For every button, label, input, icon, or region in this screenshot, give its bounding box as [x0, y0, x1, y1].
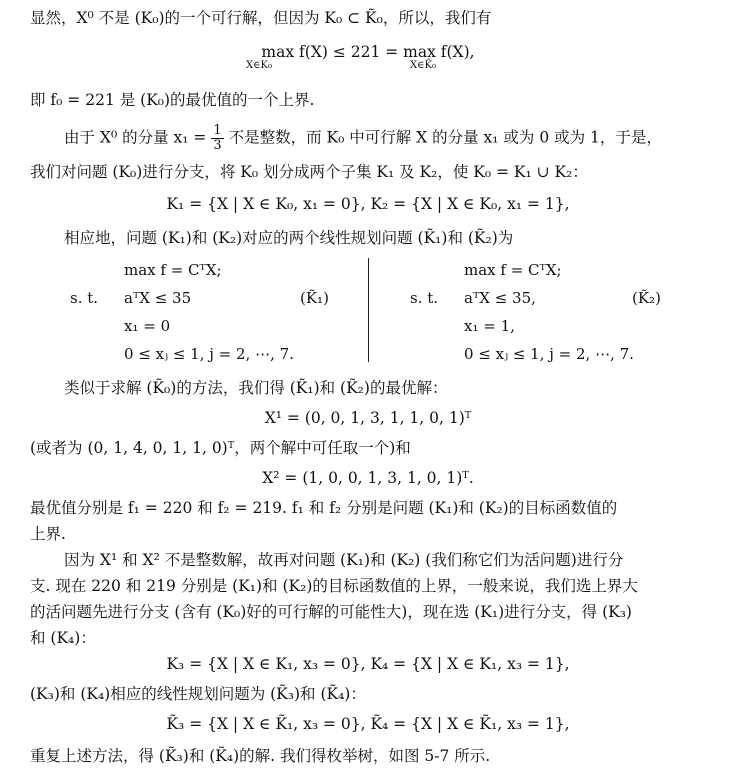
lp-divider: [368, 258, 369, 362]
display-k3-k4-sets: K₃ = {X | X ∈ K₁, x₃ = 0}, K₄ = {X | X ∈ K₁, x₃ = 1},: [166, 655, 570, 673]
lp-right-tag: (K̃₂): [632, 289, 661, 307]
lp-right-constraint-3: 0 ≤ xⱼ ≤ 1, j = 2, ⋯, 7.: [464, 345, 634, 363]
lp-left-constraint-2: x₁ = 0: [124, 317, 171, 335]
max-subscript-left: X∈K₀: [246, 60, 273, 71]
line-18: 因为 X¹ 和 X² 不是整数解，故再对问题 (K₁)和 (K₂) (我们称它们为活问题)进行分: [64, 551, 624, 569]
lp-right-constraint-2: x₁ = 1,: [464, 317, 515, 335]
line-21: 和 (K₄)：: [30, 629, 96, 647]
display-x2-solution: X² = (1, 0, 0, 1, 3, 1, 0, 1)ᵀ.: [262, 469, 474, 487]
lp-right-objective: max f = CᵀX;: [464, 261, 562, 279]
lp-left-constraint-3: 0 ≤ xⱼ ≤ 1, j = 2, ⋯, 7.: [124, 345, 294, 363]
line-4-part-a: 由于 X⁰ 的分量 x₁ =: [64, 128, 207, 147]
line-4-part-b: 不是整数，而 K₀ 中可行解 X 的分量 x₁ 或为 0 或为 1，于是，: [228, 128, 662, 147]
line-25: 重复上述方法，得 (K̃₃)和 (K̃₄)的解. 我们得枚举树，如图 5-7 所示.: [30, 747, 491, 765]
line-5: 我们对问题 (K₀)进行分支，将 K₀ 划分成两个子集 K₁ 及 K₂，使 K₀ = K₁ ∪ K₂：: [30, 163, 588, 181]
max-subscript-right: X∈K̃₀: [410, 60, 437, 71]
line-4: [0, 124, 736, 153]
lp-right-constraint-1: aᵀX ≤ 35,: [464, 289, 536, 307]
lp-left-objective: max f = CᵀX;: [124, 261, 222, 279]
line-16: 最优值分别是 f₁ = 220 和 f₂ = 219. f₁ 和 f₂ 分别是问题 (K₁)和 (K₂)的目标函数值的: [30, 499, 618, 517]
display-k1-k2-sets: K₁ = {X | X ∈ K₀, x₁ = 0}, K₂ = {X | X ∈ K₀, x₁ = 1},: [166, 195, 570, 213]
line-1: 显然，X⁰ 不是 (K₀)的一个可行解，但因为 K₀ ⊂ K̃₀，所以，我们有: [30, 9, 492, 27]
fraction-one-third: [211, 124, 223, 153]
lp-right-st: s. t.: [410, 289, 439, 307]
line-3: 即 f₀ = 221 是 (K₀)的最优值的一个上界.: [30, 91, 315, 109]
display-k3-k4-tilde-sets: K̃₃ = {X | X ∈ K̃₁, x₃ = 0}, K̃₄ = {X | X ∈ K̃₁, x₃ = 1},: [166, 715, 570, 733]
line-14: (或者为 (0, 1, 4, 0, 1, 1, 0)ᵀ，两个解中可任取一个)和: [30, 439, 411, 457]
lp-left-tag: (K̃₁): [300, 289, 329, 307]
line-12: 类似于求解 (K̃₀)的方法，我们得 (K̃₁)和 (K̃₂)的最优解：: [64, 379, 448, 397]
line-17: 上界.: [30, 525, 66, 543]
fraction-denominator: 3: [213, 138, 222, 153]
fraction-numerator: 1: [213, 123, 222, 138]
lp-left-constraint-1: aᵀX ≤ 35: [124, 289, 192, 307]
lp-left-st: s. t.: [70, 289, 99, 307]
display-x1-solution: X¹ = (0, 0, 1, 3, 1, 1, 0, 1)ᵀ: [264, 409, 472, 427]
line-20: 的活问题先进行分支 (含有 (K₀)好的可行解的可能性大)，现在选 (K₁)进行分支，得 (K₃): [30, 603, 632, 621]
line-23: (K₃)和 (K₄)相应的线性规划问题为 (K̃₃)和 (K̃₄)：: [30, 685, 366, 703]
display-max-inequality: max f(X) ≤ 221 = max f(X),: [261, 43, 475, 61]
line-7: 相应地，问题 (K₁)和 (K₂)对应的两个线性规划问题 (K̃₁)和 (K̃₂)为: [64, 229, 514, 247]
line-19: 支. 现在 220 和 219 分别是 (K₁)和 (K₂)的目标函数值的上界，一般来说，我们选上界大: [30, 577, 638, 595]
